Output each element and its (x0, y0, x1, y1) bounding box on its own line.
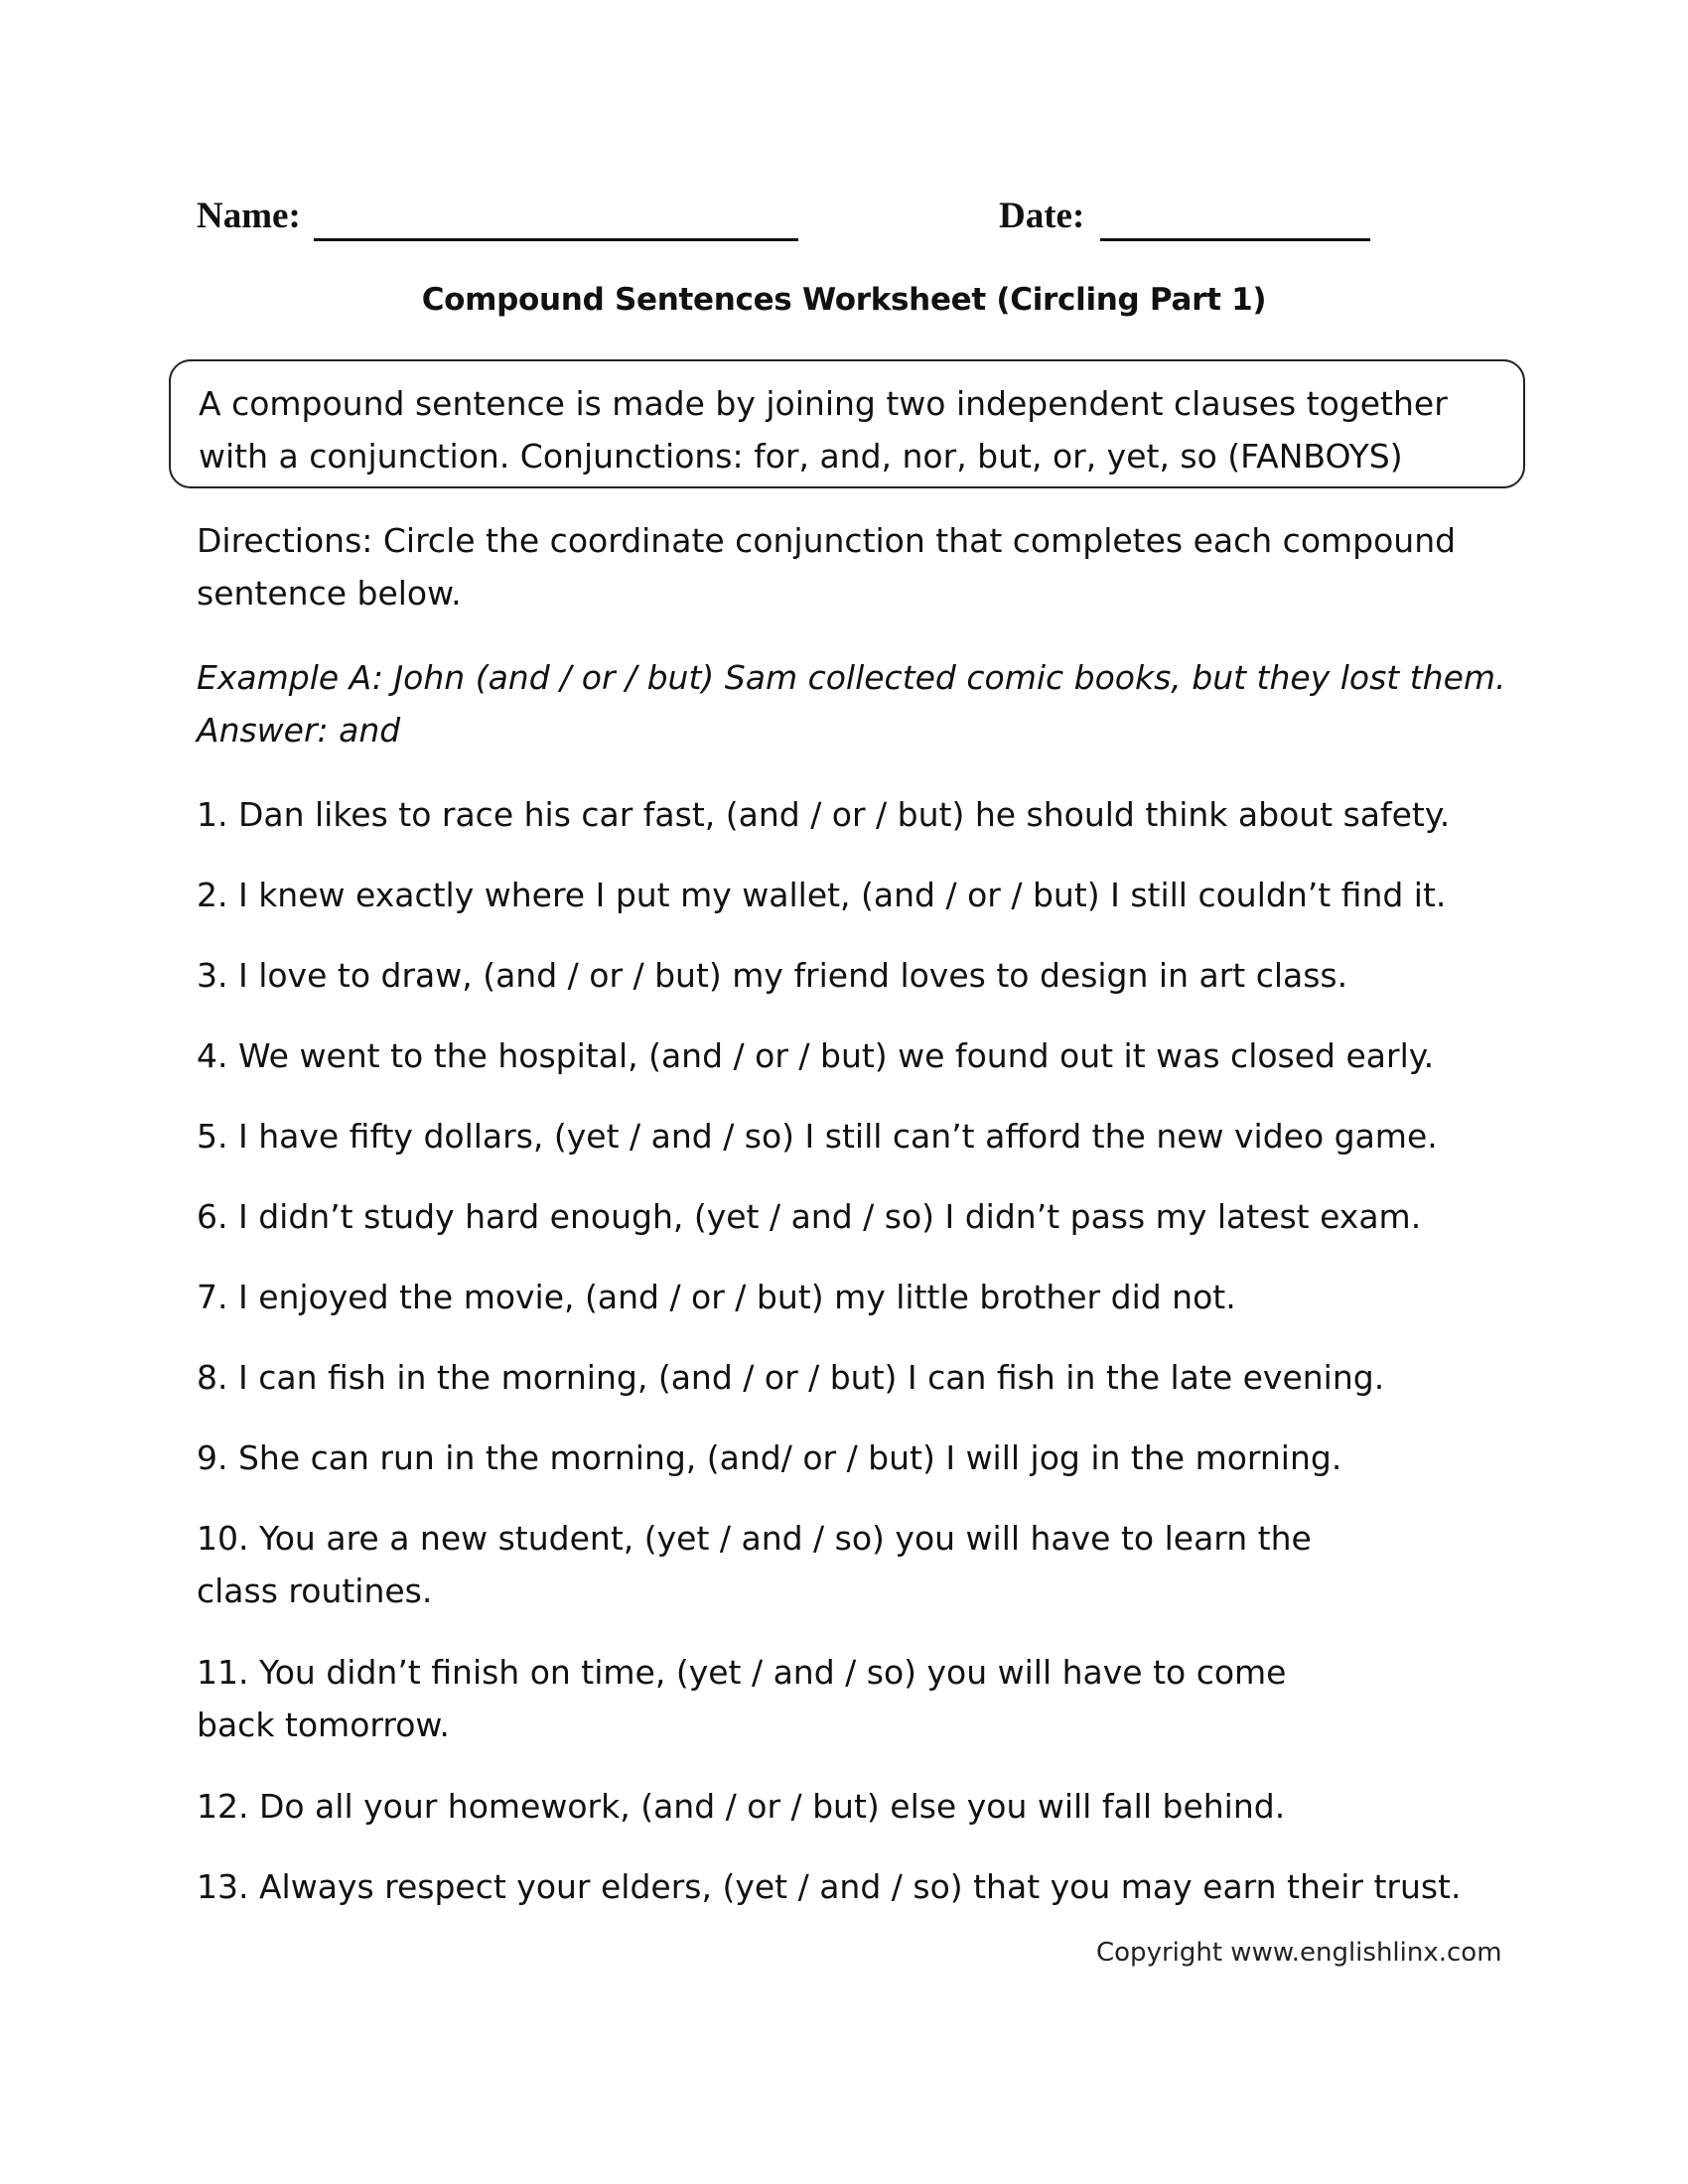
example-block (197, 651, 1517, 756)
example-answer: Answer: and (197, 711, 401, 750)
worksheet-title: Compound Sentences Worksheet (Circling Part 1) (421, 282, 1267, 318)
definition-box (169, 359, 1525, 488)
question-item: 13. Always respect your elders, (yet / and / so) that you may earn their trust. (197, 1867, 1462, 1906)
date-label: Date: (999, 196, 1085, 236)
example-sentence: Example A: John (and / or / but) Sam collected comic books, but they lost them. (197, 658, 1506, 697)
question-item: 5. I have fifty dollars, (yet / and / so) I still can’t afford the new video game. (197, 1117, 1438, 1156)
date-blank-line (1100, 238, 1370, 241)
question-item: 10. You are a new student, (yet / and / so) you will have to learn the class routines. (197, 1519, 1312, 1610)
copyright-text: Copyright www.englishlinx.com (1096, 1938, 1502, 1968)
name-label: Name: (197, 196, 301, 236)
question-item: 3. I love to draw, (and / or / but) my friend loves to design in art class. (197, 956, 1348, 995)
question-item: 1. Dan likes to race his car fast, (and / or / but) he should think about safety. (197, 795, 1451, 834)
question-item: 7. I enjoyed the movie, (and / or / but) my little brother did not. (197, 1278, 1236, 1316)
name-blank-line (314, 238, 798, 241)
question-item: 4. We went to the hospital, (and / or / but) we found out it was closed early. (197, 1036, 1435, 1075)
header-row (197, 195, 1388, 250)
question-item: 6. I didn’t study hard enough, (yet / and / so) I didn’t pass my latest exam. (197, 1197, 1422, 1236)
question-item: 9. She can run in the morning, (and/ or / but) I will jog in the morning. (197, 1438, 1342, 1477)
question-item: 12. Do all your homework, (and / or / but) else you will fall behind. (197, 1787, 1286, 1826)
definition-text: A compound sentence is made by joining two independent clauses together with a conjunction. Conjunctions: for, and, nor, but, or, yet, so (FANBOYS) (199, 384, 1448, 476)
question-item: 8. I can fish in the morning, (and / or / but) I can fish in the late evening. (197, 1358, 1385, 1397)
question-item: 11. You didn’t finish on time, (yet / and / so) you will have to come back tomorrow. (197, 1653, 1287, 1744)
directions-text: Directions: Circle the coordinate conjunction that completes each compound sentence below. (197, 521, 1457, 613)
question-item: 2. I knew exactly where I put my wallet, (and / or / but) I still couldn’t find it. (197, 876, 1447, 914)
